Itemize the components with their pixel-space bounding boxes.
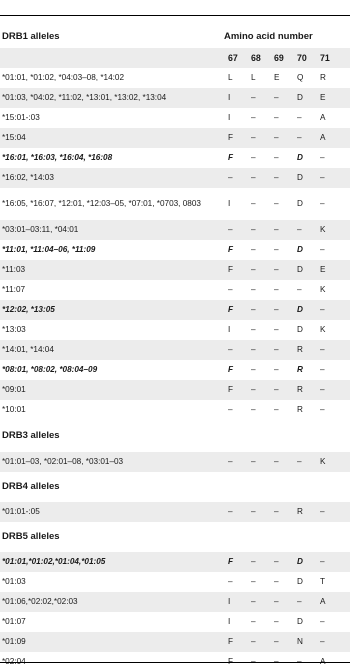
amino-acid-value: – — [251, 577, 256, 586]
amino-acid-value: – — [228, 345, 233, 354]
amino-acid-value: – — [228, 457, 233, 466]
amino-acid-value: – — [320, 557, 325, 566]
amino-acid-value: – — [251, 305, 256, 314]
amino-acid-value: – — [274, 365, 279, 374]
allele-row — [0, 612, 350, 632]
amino-acid-value: A — [320, 133, 326, 142]
amino-acid-value: – — [274, 93, 279, 102]
position-header-68: 68 — [251, 53, 261, 63]
amino-acid-value: R — [297, 507, 303, 516]
amino-acid-value: – — [297, 133, 302, 142]
allele-row — [0, 280, 350, 300]
allele-name: *02:04 — [2, 657, 26, 666]
amino-acid-value: – — [228, 285, 233, 294]
amino-acid-value: – — [251, 285, 256, 294]
allele-row — [0, 502, 350, 522]
allele-name: *01:01-:05 — [2, 507, 40, 516]
amino-acid-value: – — [274, 245, 279, 254]
amino-acid-value: – — [274, 557, 279, 566]
amino-acid-value: – — [320, 173, 325, 182]
allele-name: *01:01–03, *02:01–08, *03:01–03 — [2, 457, 124, 466]
amino-acid-value: E — [320, 93, 326, 102]
amino-acid-value: – — [274, 617, 279, 626]
allele-name: *12:02, *13:05 — [2, 305, 55, 314]
allele-name: *16:02, *14:03 — [2, 173, 54, 182]
amino-acid-value: K — [320, 225, 326, 234]
amino-acid-value: – — [274, 285, 279, 294]
column-header-amino-acid: Amino acid number — [224, 31, 313, 42]
position-header-71: 71 — [320, 53, 330, 63]
amino-acid-value: – — [297, 657, 302, 666]
amino-acid-value: A — [320, 597, 326, 606]
position-header-69: 69 — [274, 53, 284, 63]
amino-acid-value: D — [297, 245, 303, 254]
allele-name: *15:01-:03 — [2, 113, 40, 122]
amino-acid-value: – — [320, 507, 325, 516]
allele-row — [0, 128, 350, 148]
amino-acid-value: R — [297, 345, 303, 354]
amino-acid-value: – — [251, 325, 256, 334]
amino-acid-value: D — [297, 199, 303, 208]
allele-name: *08:01, *08:02, *08:04–09 — [2, 365, 98, 374]
amino-acid-value: – — [274, 457, 279, 466]
amino-acid-value: – — [320, 405, 325, 414]
allele-name: *09:01 — [2, 385, 26, 394]
allele-row — [0, 168, 350, 188]
amino-acid-value: – — [251, 133, 256, 142]
amino-acid-value: – — [320, 385, 325, 394]
amino-acid-value: F — [228, 305, 234, 314]
allele-name: *16:05, *16:07, *12:01, *12:03–05, *07:01, *0703, 0803 — [2, 199, 201, 208]
section-header-drb3 — [0, 420, 350, 452]
allele-row — [0, 632, 350, 652]
amino-acid-value: I — [228, 93, 231, 102]
amino-acid-value: – — [274, 385, 279, 394]
amino-acid-value: – — [274, 657, 279, 666]
amino-acid-value: – — [228, 577, 233, 586]
amino-acid-value: – — [228, 405, 233, 414]
amino-acid-value: E — [320, 265, 326, 274]
allele-name: *14:01, *14:04 — [2, 345, 54, 354]
amino-acid-value: R — [297, 365, 303, 374]
amino-acid-value: T — [320, 577, 326, 586]
amino-acid-value: – — [251, 245, 256, 254]
amino-acid-value: – — [274, 345, 279, 354]
allele-row — [0, 380, 350, 400]
amino-acid-value: – — [274, 199, 279, 208]
allele-name: *11:03 — [2, 265, 26, 274]
amino-acid-value: N — [297, 637, 303, 646]
amino-acid-value: – — [320, 365, 325, 374]
amino-acid-value: – — [320, 245, 325, 254]
allele-name: *11:07 — [2, 285, 26, 294]
amino-acid-value: – — [274, 133, 279, 142]
amino-acid-value: – — [274, 325, 279, 334]
allele-row — [0, 320, 350, 340]
table-bottom-rule — [0, 662, 350, 663]
amino-acid-value: – — [274, 507, 279, 516]
amino-acid-value: – — [251, 597, 256, 606]
allele-name: *01:07 — [2, 617, 26, 626]
allele-name: *01:03 — [2, 577, 26, 586]
amino-acid-value: – — [320, 199, 325, 208]
amino-acid-value: I — [228, 617, 231, 626]
amino-acid-value: K — [320, 325, 326, 334]
amino-acid-value: – — [274, 597, 279, 606]
allele-row — [0, 240, 350, 260]
allele-row — [0, 108, 350, 128]
allele-name: *10:01 — [2, 405, 26, 414]
allele-row — [0, 260, 350, 280]
allele-row — [0, 340, 350, 360]
amino-acid-value: – — [251, 265, 256, 274]
amino-acid-value: R — [297, 405, 303, 414]
amino-acid-value: – — [251, 153, 256, 162]
amino-acid-value: – — [274, 173, 279, 182]
allele-row — [0, 572, 350, 592]
amino-acid-value: – — [228, 173, 233, 182]
amino-acid-value: D — [297, 577, 303, 586]
allele-row — [0, 220, 350, 240]
allele-name: *16:01, *16:03, *16:04, *16:08 — [2, 153, 113, 162]
allele-row — [0, 68, 350, 88]
amino-acid-value: L — [228, 73, 233, 82]
amino-acid-value: – — [274, 637, 279, 646]
allele-name: *15:04 — [2, 133, 26, 142]
table-top-rule — [0, 15, 350, 16]
amino-acid-value: – — [251, 637, 256, 646]
amino-acid-value: F — [228, 557, 234, 566]
section-header-drb5 — [0, 522, 350, 552]
amino-acid-value: – — [297, 457, 302, 466]
amino-acid-value: A — [320, 113, 326, 122]
amino-acid-value: – — [320, 305, 325, 314]
section-title-drb5: DRB5 alleles — [2, 531, 60, 542]
amino-acid-value: – — [251, 113, 256, 122]
amino-acid-value: – — [274, 265, 279, 274]
section-header-drb4 — [0, 472, 350, 502]
amino-acid-value: – — [228, 507, 233, 516]
amino-acid-value: – — [251, 225, 256, 234]
amino-acid-value: L — [251, 73, 256, 82]
position-header-row — [0, 48, 350, 68]
amino-acid-value: F — [228, 153, 234, 162]
position-header-67: 67 — [228, 53, 238, 63]
allele-row — [0, 452, 350, 472]
amino-acid-value: – — [251, 199, 256, 208]
amino-acid-value: – — [251, 657, 256, 666]
amino-acid-value: Q — [297, 73, 304, 82]
allele-row — [0, 88, 350, 108]
amino-acid-value: A — [320, 657, 326, 666]
amino-acid-value: F — [228, 245, 234, 254]
amino-acid-value: K — [320, 285, 326, 294]
amino-acid-value: – — [297, 225, 302, 234]
amino-acid-value: – — [251, 405, 256, 414]
amino-acid-value: – — [320, 637, 325, 646]
amino-acid-value: F — [228, 365, 234, 374]
allele-row — [0, 552, 350, 572]
allele-name: *01:06,*02:02,*02:03 — [2, 597, 78, 606]
allele-row — [0, 188, 350, 220]
amino-acid-value: – — [251, 507, 256, 516]
allele-row — [0, 400, 350, 420]
amino-acid-value: – — [251, 557, 256, 566]
amino-acid-value: D — [297, 617, 303, 626]
amino-acid-value: I — [228, 597, 231, 606]
amino-acid-value: K — [320, 457, 326, 466]
section-title-drb3: DRB3 alleles — [2, 430, 60, 441]
amino-acid-value: – — [274, 113, 279, 122]
column-header-alleles: DRB1 alleles — [2, 31, 60, 42]
allele-name: *13:03 — [2, 325, 26, 334]
amino-acid-value: – — [274, 153, 279, 162]
allele-name: *01:01,*01:02,*01:04,*01:05 — [2, 557, 106, 566]
amino-acid-value: F — [228, 637, 234, 646]
amino-acid-value: – — [251, 457, 256, 466]
header-row — [0, 26, 350, 48]
amino-acid-value: F — [228, 657, 234, 666]
allele-name: *01:01, *01:02, *04:03–08, *14:02 — [2, 73, 125, 82]
amino-acid-value: D — [297, 305, 303, 314]
amino-acid-value: – — [274, 225, 279, 234]
amino-acid-value: – — [228, 225, 233, 234]
amino-acid-value: F — [228, 385, 234, 394]
amino-acid-value: – — [297, 113, 302, 122]
amino-acid-value: D — [297, 173, 303, 182]
allele-row — [0, 360, 350, 380]
allele-name: *03:01–03:11, *04:01 — [2, 225, 79, 234]
amino-acid-value: D — [297, 265, 303, 274]
allele-row — [0, 300, 350, 320]
amino-acid-value: – — [251, 345, 256, 354]
amino-acid-value: – — [251, 365, 256, 374]
amino-acid-value: – — [251, 617, 256, 626]
amino-acid-value: R — [297, 385, 303, 394]
amino-acid-value: – — [251, 173, 256, 182]
amino-acid-value: – — [274, 405, 279, 414]
amino-acid-value: D — [297, 325, 303, 334]
amino-acid-value: – — [251, 93, 256, 102]
amino-acid-value: – — [320, 345, 325, 354]
amino-acid-value: – — [320, 153, 325, 162]
allele-name: *01:03, *04:02, *11:02, *13:01, *13:02, *13:04 — [2, 93, 167, 102]
amino-acid-value: F — [228, 133, 234, 142]
allele-name: *11:01, *11:04–06, *11:09 — [2, 245, 96, 254]
amino-acid-value: R — [320, 73, 326, 82]
amino-acid-value: D — [297, 557, 303, 566]
amino-acid-value: E — [274, 73, 280, 82]
amino-acid-value: I — [228, 199, 231, 208]
amino-acid-value: – — [274, 577, 279, 586]
amino-acid-value: – — [274, 305, 279, 314]
allele-table — [0, 20, 350, 672]
amino-acid-value: F — [228, 265, 234, 274]
amino-acid-value: I — [228, 113, 231, 122]
amino-acid-value: – — [297, 597, 302, 606]
allele-row — [0, 148, 350, 168]
position-header-70: 70 — [297, 53, 307, 63]
amino-acid-value: I — [228, 325, 231, 334]
amino-acid-value: – — [251, 385, 256, 394]
amino-acid-value: D — [297, 153, 303, 162]
section-title-drb4: DRB4 alleles — [2, 481, 60, 492]
allele-row — [0, 592, 350, 612]
amino-acid-value: D — [297, 93, 303, 102]
allele-name: *01:09 — [2, 637, 26, 646]
amino-acid-value: – — [320, 617, 325, 626]
amino-acid-value: – — [297, 285, 302, 294]
